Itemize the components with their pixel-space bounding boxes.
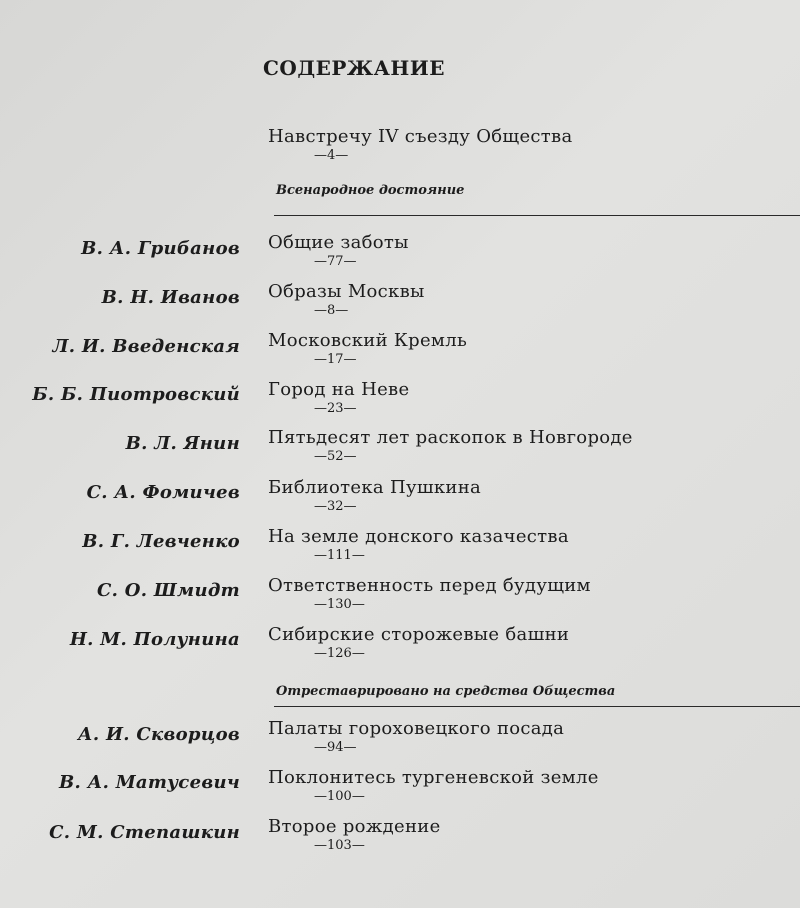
- entry-author: В. А. Грибанов: [81, 238, 240, 259]
- entry-page: —17—: [314, 352, 357, 367]
- entry-page: —52—: [314, 449, 357, 464]
- entry-title: Ответственность перед будущим: [268, 575, 591, 596]
- entry-author: В. А. Матусевич: [58, 772, 240, 793]
- entry-page: —4—: [314, 148, 349, 163]
- entry-author: С. О. Шмидт: [97, 580, 240, 601]
- entry-author: В. Л. Янин: [125, 433, 240, 454]
- entry-title: Московский Кремль: [268, 330, 468, 351]
- entry-title: Общие заботы: [268, 232, 409, 253]
- section-heading-1: Всенародное достояние: [276, 183, 465, 198]
- entry-author: В. Н. Иванов: [101, 287, 240, 308]
- entry-title: Город на Неве: [268, 379, 410, 400]
- toc-entry: [268, 427, 633, 464]
- toc-entry: [268, 379, 409, 416]
- entry-title: Палаты гороховецкого посада: [268, 718, 565, 739]
- entry-author: С. М. Степашкин: [49, 822, 240, 843]
- entry-title: Сибирские сторожевые башни: [268, 624, 570, 645]
- entry-page: —94—: [314, 740, 357, 755]
- toc-entry: [268, 575, 591, 612]
- toc-entry: [268, 718, 564, 755]
- toc-entry: [268, 526, 569, 563]
- entry-page: —130—: [314, 597, 365, 612]
- entry-title: Поклонитесь тургеневской земле: [268, 767, 599, 788]
- toc-entry: [268, 624, 569, 661]
- entry-author: А. И. Скворцов: [77, 724, 240, 745]
- entry-title: Образы Москвы: [268, 281, 425, 302]
- section-rule-2: [274, 706, 800, 707]
- entry-title: Второе рождение: [268, 816, 441, 837]
- toc-entry: [268, 281, 425, 318]
- entry-page: —23—: [314, 401, 357, 416]
- toc-entry: [268, 477, 481, 514]
- entry-page: —8—: [314, 303, 349, 318]
- section-rule-1: [274, 215, 800, 216]
- entry-page: —126—: [314, 646, 365, 661]
- entry-title: На земле донского казачества: [268, 526, 569, 547]
- section-heading-2: Отреставрировано на средства Общества: [276, 684, 616, 699]
- entry-page: —111—: [314, 548, 365, 563]
- toc-entry: [268, 816, 441, 853]
- entry-page: —32—: [314, 499, 357, 514]
- entry-page: —100—: [314, 789, 365, 804]
- page-title: СОДЕРЖАНИЕ: [263, 56, 445, 80]
- entry-author: Б. Б. Пиотровский: [32, 384, 240, 405]
- toc-entry: [268, 767, 599, 804]
- toc-entry: [268, 330, 467, 367]
- entry-author: С. А. Фомичев: [86, 482, 240, 503]
- entry-page: —77—: [314, 254, 357, 269]
- entry-title: Библиотека Пушкина: [268, 477, 482, 498]
- entry-title: Пятьдесят лет раскопок в Новгороде: [268, 427, 633, 448]
- entry-author: Н. М. Полунина: [69, 629, 240, 650]
- intro-entry: [268, 126, 573, 163]
- entry-title: Навстречу IV съезду Общества: [268, 126, 573, 147]
- toc-entry: [268, 232, 409, 269]
- entry-page: —103—: [314, 838, 365, 853]
- entry-author: В. Г. Левченко: [82, 531, 240, 552]
- entry-author: Л. И. Введенская: [52, 336, 240, 357]
